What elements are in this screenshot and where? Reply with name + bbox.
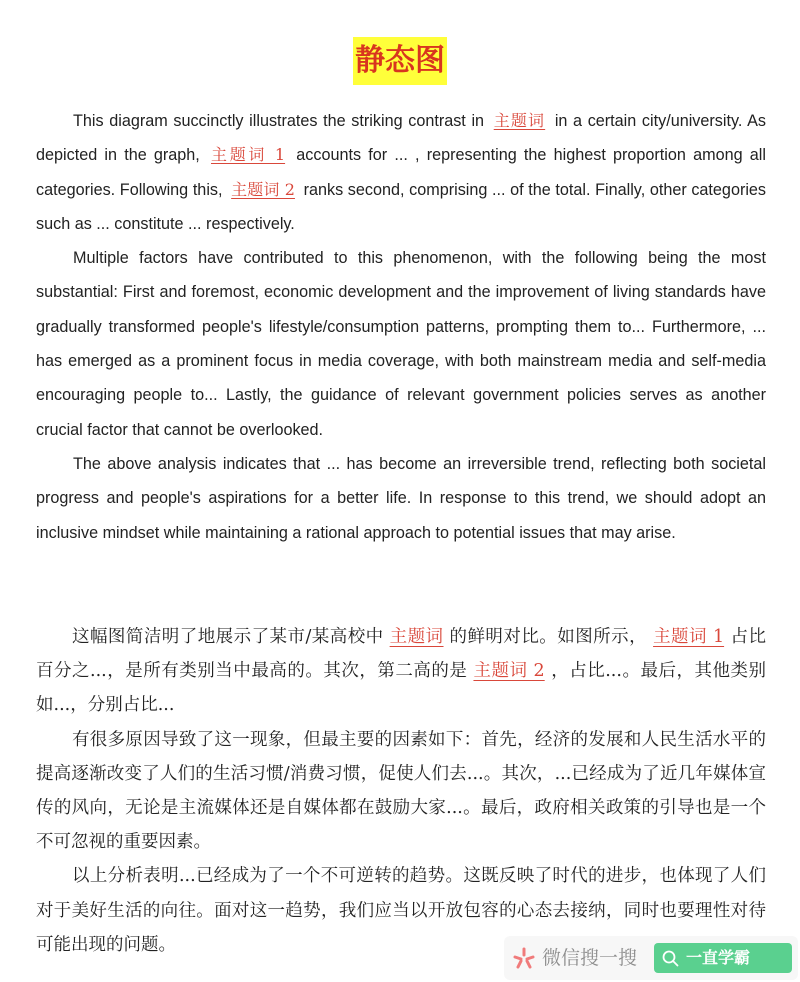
english-paragraph-3: The above analysis indicates that ... has become an irreversible trend, reflecting both societal progress and people's aspirations for a better life. In response to this trend, we should adopt an inclusive mindset while maintaining a rational approach to potential issues that may arise. xyxy=(36,454,766,542)
keyword-placeholder: 主题词 xyxy=(493,111,546,130)
text: 这幅图简洁明了地展示了某市/某高校中 xyxy=(72,627,384,647)
page-title: 静态图 xyxy=(353,37,447,85)
text: 占比百分之...，是所有类别当中最高的。其次，第二高的是 xyxy=(36,627,767,682)
english-essay xyxy=(36,104,766,550)
text: 的鲜明对比。如图所示， xyxy=(449,627,648,647)
text: accounts for ... , representing the highest proportion among all categories. Following this, xyxy=(36,146,766,199)
keyword-1-placeholder: 主题词 1 xyxy=(653,627,725,647)
chinese-paragraph-2: 有很多原因导致了这一现象，但最主要的因素如下：首先，经济的发展和人民生活水平的提高逐渐改变了人们的生活习惯/消费习惯，促使人们去...。其次，...已经成为了近几年媒体宣传的风向，无论是主流媒体还是自媒体都在鼓励大家...。最后，政府相关政策的引导也是一个不可忽视的重要因素。 xyxy=(36,729,766,853)
keyword-placeholder: 主题词 xyxy=(389,627,444,647)
wechat-search-logo-icon xyxy=(512,946,536,970)
english-paragraph-2: Multiple factors have contributed to this phenomenon, with the following being the most substantial: First and foremost, economic development and the improvement of living standards have gradually transformed people's lifestyle/consumption patterns, prompting them to... Furthermore, ... has emerged as a prominent focus in media coverage, with both mainstream media and self-media encouraging people to... Lastly, the guidance of relevant government policies serves as another crucial factor that cannot be overlooked. xyxy=(36,249,766,439)
chinese-paragraph-3: 以上分析表明...已经成为了一个不可逆转的趋势。这既反映了时代的进步，也体现了人们对于美好生活的向往。面对这一趋势，我们应当以开放包容的心态去接纳，同时也要理性对待可能出现的问题。 xyxy=(36,866,766,955)
search-account-button[interactable] xyxy=(654,943,792,973)
chinese-essay xyxy=(36,620,766,962)
english-paragraph-1 xyxy=(36,104,766,241)
text: ranks second, comprising ... of the total. Finally, other categories such as ... constitute ... respectively. xyxy=(36,180,767,233)
text: This diagram succinctly illustrates the striking contrast in xyxy=(73,112,485,130)
chinese-paragraph-1 xyxy=(36,620,766,723)
search-account-label: 一直学霸 xyxy=(686,948,751,967)
search-icon xyxy=(662,950,679,967)
title-wrap xyxy=(0,37,800,85)
wechat-search-label: 微信搜一搜 xyxy=(542,947,638,969)
text: ，占比...。最后，其他类别如...，分别占比... xyxy=(36,661,767,716)
keyword-2-placeholder: 主题词 2 xyxy=(231,179,295,199)
keyword-2-placeholder: 主题词 2 xyxy=(473,661,545,682)
keyword-1-placeholder: 主题词 1 xyxy=(211,145,286,165)
wechat-search-watermark[interactable] xyxy=(504,936,798,980)
text: in a certain city/university. As depicted in the graph, xyxy=(36,112,767,165)
